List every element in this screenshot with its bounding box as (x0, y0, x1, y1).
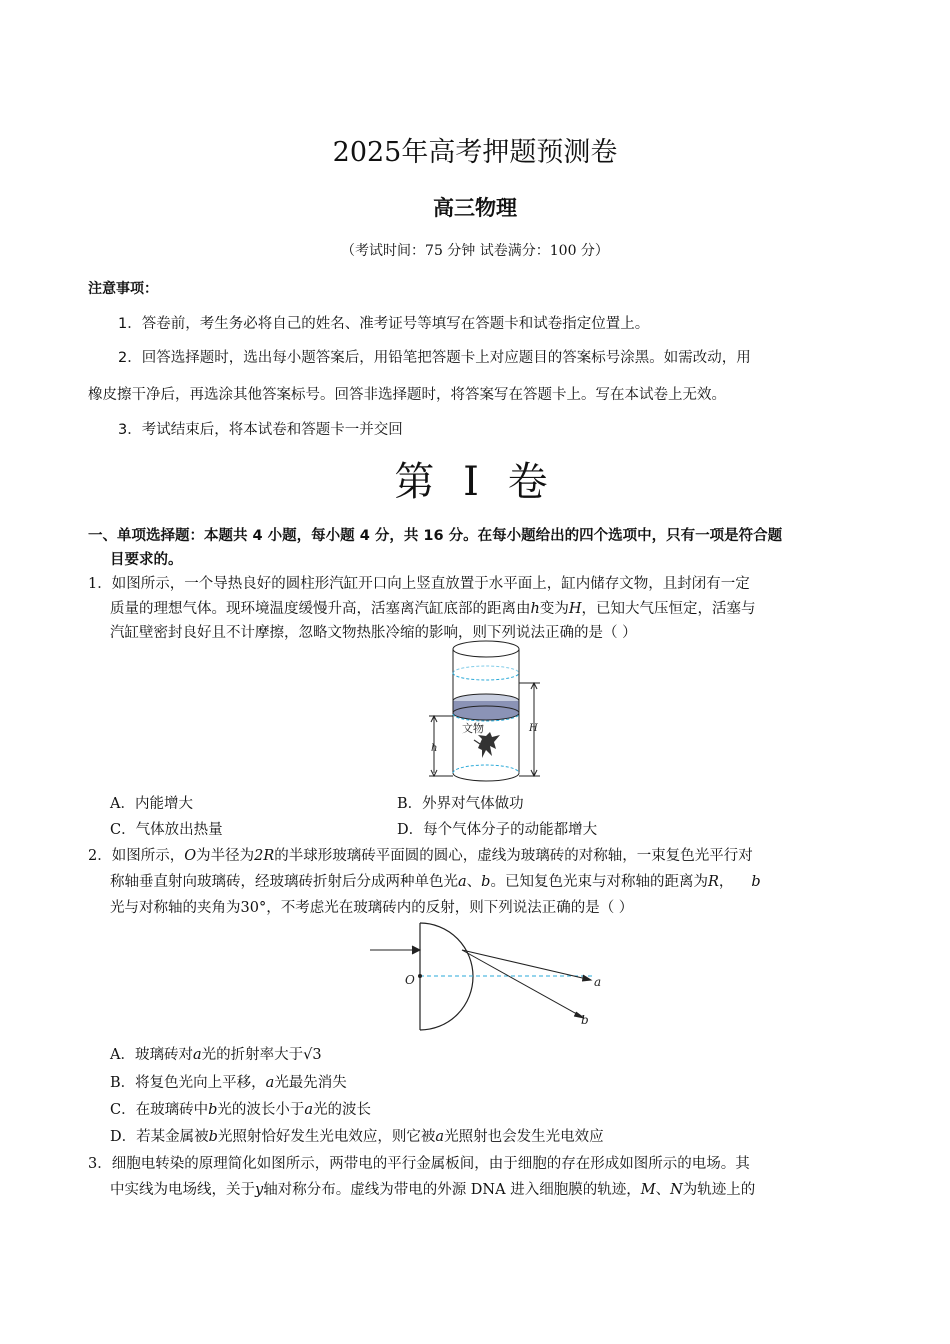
q2-option-b-b: 光最先消失 (274, 1075, 347, 1091)
section-1-heading-line-1: 一、单项选择题：本题共 4 小题，每小题 4 分，共 16 分。在每小题给出的四个选项中，只有一项是符合题 (88, 528, 783, 544)
q2-option-c (110, 1098, 371, 1119)
q2-option-d-a: D．若某金属被 (110, 1129, 209, 1145)
q2-option-a-a: A．玻璃砖对 (110, 1047, 193, 1063)
q1-line-2 (110, 597, 756, 618)
q1-line-2-mid: 变为 (539, 601, 569, 617)
q1-line-3: 汽缸壁密封良好且不计摩擦，忽略文物热胀冷缩的影响，则下列说法正确的是（ ） (110, 625, 637, 641)
var-y: y (255, 1182, 264, 1198)
var-a: a (265, 1075, 275, 1091)
q1-option-d: D．每个气体分子的动能都增大 (397, 822, 598, 838)
q2-option-d (110, 1125, 604, 1146)
q1-line-1: 1．如图所示，一个导热良好的圆柱形汽缸开口向上竖直放置于水平面上，缸内储存文物，且封闭有一定 (88, 576, 750, 592)
var-a: a (304, 1102, 314, 1118)
notice-item-3: 3．考试结束后，将本试卷和答题卡一并交回 (118, 422, 403, 438)
q2-line-1-a: 2．如图所示， (88, 848, 185, 864)
q3-line-1: 3．细胞电转染的原理简化如图所示，两带电的平行金属板间，由于细胞的存在形成如图所示的电场。其 (88, 1156, 750, 1172)
q3-line-2-sep: 、 (655, 1182, 671, 1198)
relic-icon (478, 732, 500, 758)
section-1-heading-line-2: 目要求的。 (110, 552, 183, 568)
q2-line-1-c: 的半球形玻璃砖平面圆的圆心，虚线为玻璃砖的对称轴，一束复色光平行对 (274, 848, 753, 864)
q2-hemisphere-figure (365, 918, 605, 1036)
label-H: H (529, 723, 538, 734)
q2-line-2 (110, 870, 761, 891)
paper-title: 2025年高考押题预测卷 (332, 137, 618, 168)
var-b: b (208, 1129, 218, 1145)
q2-line-1 (88, 844, 753, 865)
var-H: H (568, 601, 582, 617)
notice-heading: 注意事项： (88, 281, 158, 297)
var-O: O (184, 848, 197, 864)
angle-30: 30° (240, 900, 267, 916)
var-b: b (481, 874, 491, 890)
label-h: h (431, 743, 438, 754)
label-O: O (405, 973, 415, 987)
q3-line-2-c: 为轨迹上的 (682, 1182, 756, 1198)
q1-option-c: C．气体放出热量 (110, 822, 223, 838)
var-R: R (707, 874, 719, 890)
notice-item-2-line-2: 橡皮擦干净后，再选涂其他答案标号。回答非选择题时，将答案写在答题卡上。写在本试卷上无效。 (88, 387, 726, 403)
var-M: M (640, 1182, 656, 1198)
var-2R: 2R (254, 848, 275, 864)
label-b: b (581, 1013, 589, 1027)
q3-line-2-b: 轴对称分布。虚线为带电的外源 DNA 进入细胞膜的轨迹， (263, 1182, 641, 1198)
q1-option-b: B．外界对气体做功 (397, 796, 524, 812)
q1-cylinder-figure (420, 636, 550, 784)
q3-line-2 (110, 1178, 755, 1199)
q2-option-b (110, 1071, 347, 1092)
q1-option-a: A．内能增大 (110, 796, 193, 812)
q2-line-2-sep: 、 (466, 874, 482, 890)
q2-option-c-b: 光的波长小于 (217, 1102, 305, 1118)
q2-option-d-b: 光照射恰好发生光电效应，则它被 (217, 1129, 436, 1145)
var-h: h (530, 601, 540, 617)
var-a: a (192, 1047, 202, 1063)
var-a: a (435, 1129, 445, 1145)
q1-line-2-text: 质量的理想气体。现环境温度缓慢升高，活塞离汽缸底部的距离由 (110, 601, 531, 617)
q2-option-b-a: B．将复色光向上平移， (110, 1075, 266, 1091)
q2-option-a (110, 1043, 322, 1064)
q2-option-c-a: C．在玻璃砖中 (110, 1102, 209, 1118)
label-a: a (594, 975, 602, 989)
notice-item-1: 1．答卷前，考生务必将自己的姓名、准考证号等填写在答题卡和试卷指定位置上。 (118, 316, 650, 332)
q2-option-d-c: 光照射也会发生光电效应 (444, 1129, 604, 1145)
volume-title: 第 I 卷 (394, 459, 556, 505)
q3-line-2-a: 中实线为电场线，关于 (110, 1182, 255, 1198)
sqrt-3: √3 (303, 1047, 322, 1063)
q2-line-2-a: 称轴垂直射向玻璃砖，经玻璃砖折射后分成两种单色光 (110, 874, 458, 890)
paper-subtitle: 高三物理 (433, 196, 517, 220)
exam-info: （考试时间：75 分钟 试卷满分：100 分） (341, 243, 609, 259)
q1-line-2-end: ，已知大气压恒定，活塞与 (581, 601, 756, 617)
q2-line-2-d: ， (718, 874, 734, 890)
q2-option-a-b: 光的折射率大于 (201, 1047, 304, 1063)
var-b: b (208, 1102, 218, 1118)
q2-line-1-b: 为半径为 (196, 848, 255, 864)
q2-option-c-c: 光的波长 (313, 1102, 372, 1118)
var-a: a (458, 874, 467, 890)
var-b-2: b (751, 874, 761, 890)
notice-item-2-line-1: 2．回答选择题时，选出每小题答案后，用铅笔把答题卡上对应题目的答案标号涂黑。如需改动，用 (118, 350, 751, 366)
q2-line-3-b: ，不考虑光在玻璃砖内的反射，则下列说法正确的是（ ） (266, 900, 634, 916)
q2-line-3-a: 光与对称轴的夹角为 (110, 900, 241, 916)
var-N: N (670, 1182, 683, 1198)
q2-line-2-c: 。已知复色光束与对称轴的距离为 (490, 874, 708, 890)
q2-line-3 (110, 896, 633, 917)
relic-label: 文物 (462, 722, 484, 735)
